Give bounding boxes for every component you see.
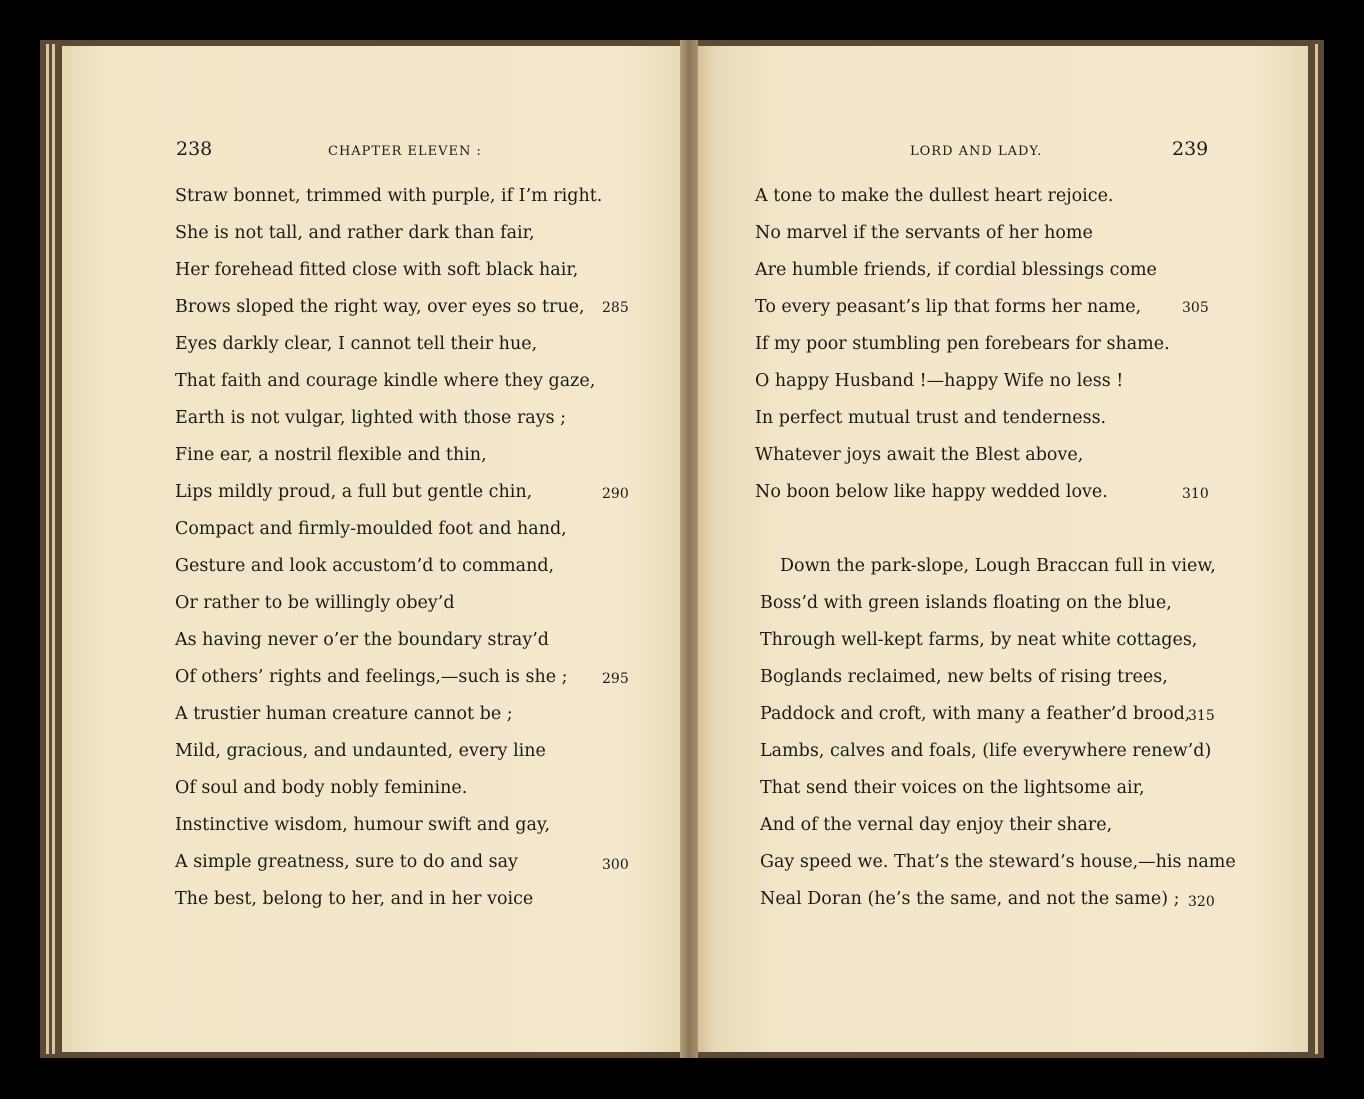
left-page	[62, 46, 720, 1052]
verse-line: Of others’ rights and feelings,—such is she ;	[175, 667, 568, 687]
verse-line: Lips mildly proud, a full but gentle chin,	[175, 482, 533, 502]
verse-line: No marvel if the servants of her home	[755, 223, 1093, 243]
verse-line: Of soul and body nobly feminine.	[175, 778, 468, 798]
verse-line: Compact and firmly-moulded foot and hand,	[175, 519, 567, 539]
verse-line: Boglands reclaimed, new belts of rising trees,	[760, 667, 1168, 687]
book-gutter	[680, 40, 698, 1058]
verse-line: No boon below like happy wedded love.	[755, 482, 1108, 502]
running-head: LORD AND LADY.	[910, 144, 1043, 159]
verse-line: Earth is not vulgar, lighted with those rays ;	[175, 408, 567, 428]
page-number: 238	[176, 138, 213, 160]
page-edge	[46, 44, 49, 1054]
verse-line: Lambs, calves and foals, (life everywhere renew’d)	[760, 741, 1212, 761]
verse-line: Gay speed we. That’s the steward’s house,—his name	[760, 852, 1236, 872]
verse-line: In perfect mutual trust and tenderness.	[755, 408, 1107, 428]
verse-line: And of the vernal day enjoy their share,	[760, 815, 1113, 835]
verse-line: Down the park-slope, Lough Braccan full in view,	[780, 556, 1216, 576]
verse-line: If my poor stumbling pen forebears for shame.	[755, 334, 1170, 354]
verse-line: Paddock and croft, with many a feather’d brood,	[760, 704, 1191, 724]
verse-line: Straw bonnet, trimmed with purple, if I’m right.	[175, 186, 603, 206]
verse-line: To every peasant’s lip that forms her name,	[755, 297, 1142, 317]
verse-line: Whatever joys await the Blest above,	[755, 445, 1084, 465]
verse-line: Neal Doran (he’s the same, and not the same) ;	[760, 889, 1180, 909]
line-number: 315	[1188, 708, 1215, 724]
running-head: CHAPTER ELEVEN :	[328, 144, 482, 159]
verse-line: A trustier human creature cannot be ;	[175, 704, 513, 724]
line-number: 295	[602, 671, 629, 687]
verse-line: That send their voices on the lightsome air,	[760, 778, 1145, 798]
verse-line: Gesture and look accustom’d to command,	[175, 556, 555, 576]
verse-line: Instinctive wisdom, humour swift and gay,	[175, 815, 551, 835]
verse-line: Through well-kept farms, by neat white cottages,	[760, 630, 1198, 650]
line-number: 290	[602, 486, 629, 502]
verse-line: As having never o’er the boundary stray’d	[175, 630, 550, 650]
verse-line: That faith and courage kindle where they gaze,	[175, 371, 596, 391]
right-page	[692, 46, 1308, 1052]
page-number: 239	[1172, 138, 1209, 160]
line-number: 305	[1182, 300, 1209, 316]
verse-line: Mild, gracious, and undaunted, every line	[175, 741, 546, 761]
verse-line: Or rather to be willingly obey’d	[175, 593, 455, 613]
verse-line: O happy Husband !—happy Wife no less !	[755, 371, 1124, 391]
verse-line: Eyes darkly clear, I cannot tell their hue,	[175, 334, 538, 354]
verse-line: A tone to make the dullest heart rejoice.	[755, 186, 1114, 206]
verse-line: Brows sloped the right way, over eyes so true,	[175, 297, 585, 317]
line-number: 285	[602, 300, 629, 316]
open-book	[40, 40, 1324, 1058]
verse-line: Fine ear, a nostril flexible and thin,	[175, 445, 487, 465]
verse-line: She is not tall, and rather dark than fair,	[175, 223, 535, 243]
line-number: 320	[1188, 894, 1215, 910]
verse-line: The best, belong to her, and in her voice	[175, 889, 534, 909]
line-number: 310	[1182, 486, 1209, 502]
verse-line: Her forehead fitted close with soft black hair,	[175, 260, 579, 280]
page-edge	[1315, 44, 1318, 1054]
verse-line: Are humble friends, if cordial blessings come	[755, 260, 1157, 280]
page-edge	[52, 44, 55, 1054]
line-number: 300	[602, 857, 629, 873]
verse-line: Boss’d with green islands floating on the blue,	[760, 593, 1172, 613]
verse-line: A simple greatness, sure to do and say	[175, 852, 518, 872]
